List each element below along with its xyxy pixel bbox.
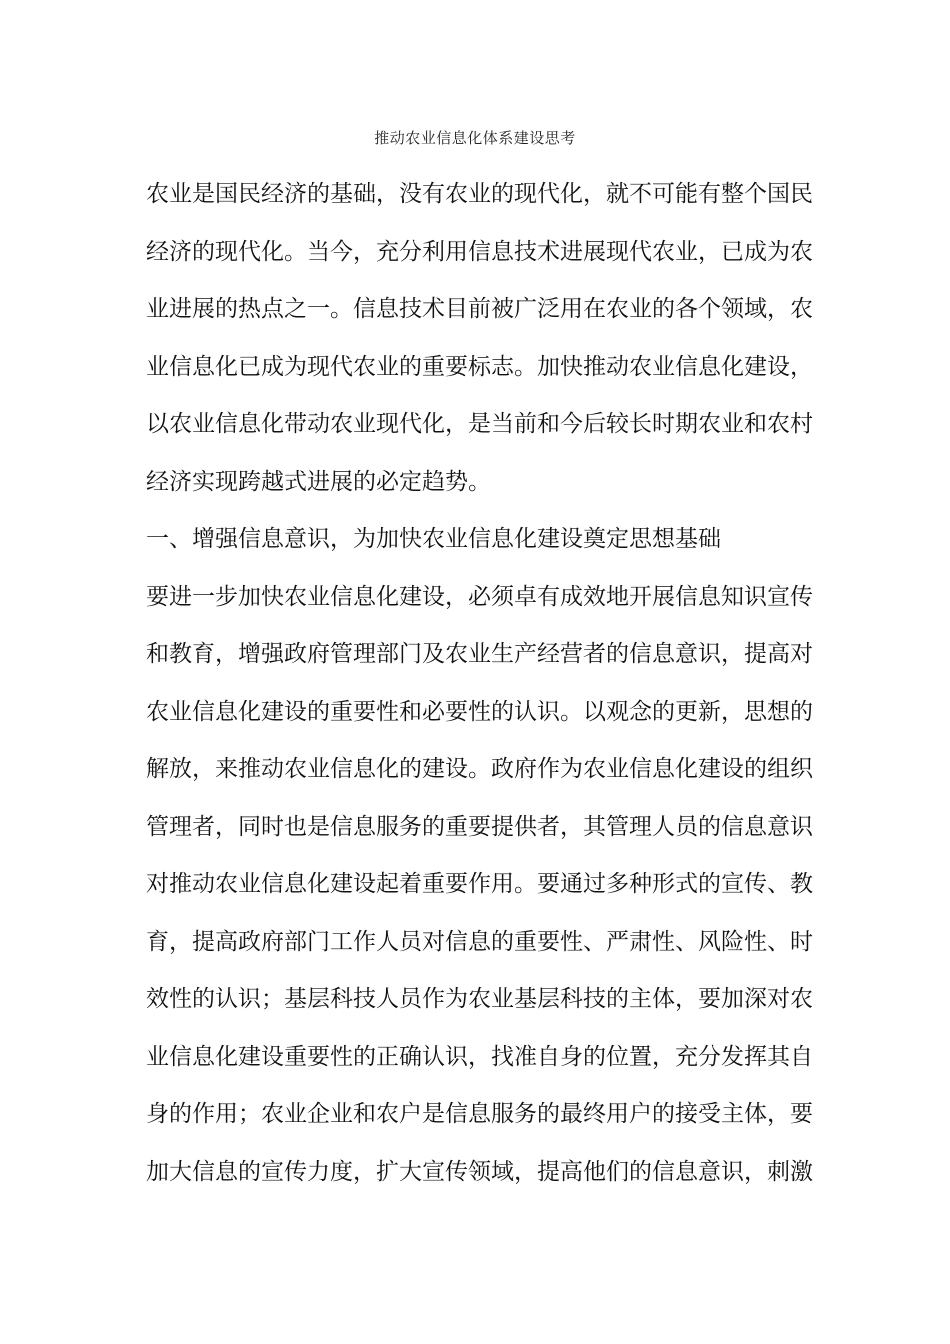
body-line: 业进展的热点之一。信息技术目前被广泛用在农业的各个领域，农 — [146, 296, 813, 322]
body-line: 以农业信息化带动农业现代化，是当前和今后较长时期农业和农村 — [146, 411, 813, 437]
body-line: 经济的现代化。当今，充分利用信息技术进展现代农业，已成为农 — [146, 238, 813, 265]
document-title: 推动农业信息化体系建设思考 — [374, 129, 576, 147]
body-line: 农业是国民经济的基础，没有农业的现代化，就不可能有整个国民 — [146, 181, 813, 207]
body-line: 农业信息化建设的重要性和必要性的认识。以观念的更新，思想的 — [146, 698, 813, 725]
document-body — [146, 172, 813, 1207]
body-line: 育，提高政府部门工作人员对信息的重要性、严肃性、风险性、时 — [146, 928, 813, 955]
body-line: 对推动农业信息化建设起着重要作用。要通过多种形式的宣传、教 — [146, 871, 813, 897]
body-line: 管理者，同时也是信息服务的重要提供者，其管理人员的信息意识 — [146, 813, 813, 840]
body-line: 业信息化已成为现代农业的重要标志。加快推动农业信息化建设， — [146, 353, 813, 380]
body-line: 效性的认识；基层科技人员作为农业基层科技的主体，要加深对农 — [146, 986, 813, 1012]
section-heading: 一、增强信息意识，为加快农业信息化建设奠定思想基础 — [146, 526, 721, 552]
body-line: 和教育，增强政府管理部门及农业生产经营者的信息意识，提高对 — [146, 641, 813, 667]
body-line: 解放，来推动农业信息化的建设。政府作为农业信息化建设的组织 — [146, 756, 813, 782]
body-line: 身的作用；农业企业和农户是信息服务的最终用户的接受主体，要 — [146, 1101, 813, 1127]
body-line: 经济实现跨越式进展的必定趋势。 — [146, 468, 491, 495]
body-line: 加大信息的宣传力度，扩大宣传领域，提高他们的信息意识，刺激 — [146, 1158, 813, 1185]
body-line: 要进一步加快农业信息化建设，必须卓有成效地开展信息知识宣传 — [146, 583, 813, 610]
body-line: 业信息化建设重要性的正确认识，找准自身的位置，充分发挥其自 — [146, 1043, 813, 1070]
